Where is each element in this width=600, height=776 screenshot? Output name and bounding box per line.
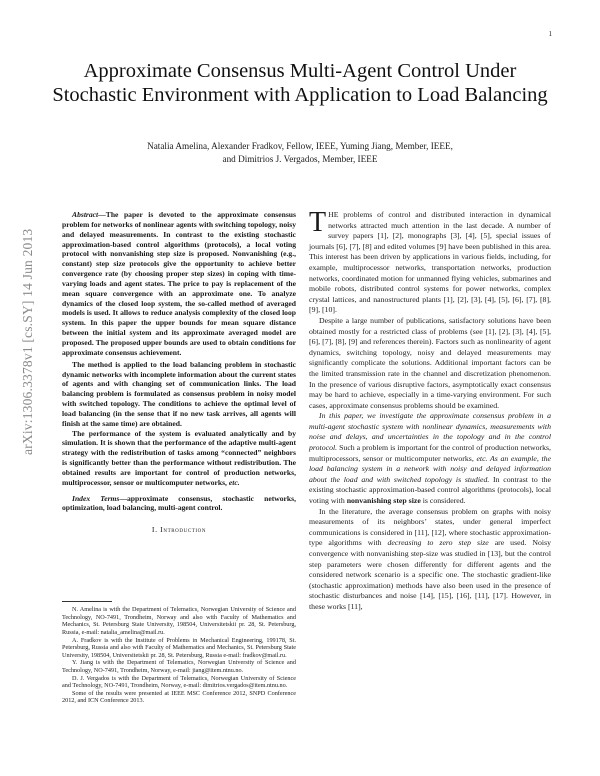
abstract-paragraph-2: The method is applied to the load balancing problem in stochastic dynamic networks with incomplete information about the current states of agents and with changing set of communication links. The load balancing problem is formulated as consensus problem in noisy model with switched topology. The conditions to achieve the optimal level of load balancing (in the sense that if no new task arrives, all agents will finish at the same time) are obtained.	[62, 359, 296, 428]
intro-italic-step: decreasing to zero step size	[387, 538, 489, 548]
intro-text-4a: In the literature, the average consensus problem on graphs with noisy measurements of its neighbors’ states, under general imperfect communications is considered in [11], [12], where stochastic approximation-type algorithms with	[309, 506, 551, 548]
intro-text-4b: are used. Noisy convergence with nonvanishing step-size was studied in [13], but the control step parameters were chosen differently for different agents and the considered network scenario is a specific one. The stochastic gradient-like (stochastic approximation) methods have also been used in the presence of stochastic disturbances and noise [14], [15], [16], [11], [17]. However, in these works [11],	[309, 538, 551, 611]
footnote-amelina: N. Amelina is with the Department of Telematics, Norwegian University of Science and Technology, NO-7491, Trondheim, Norway and also with Faculty of Mathematics and Mechanics, St. Petersburg State University, 198504, Universitetskii pr. 28, St. Petersburg, Russia, e-mail: natalia_amelina@mail.ru.	[62, 606, 296, 636]
index-terms-lead: Index Terms	[72, 493, 120, 503]
abstract-paragraph-1	[62, 210, 296, 358]
intro-bold-term: nonvanishing step size	[346, 496, 421, 506]
right-column	[309, 207, 551, 613]
index-terms-text: —approximate consensus, stochastic networks, optimization, load balancing, multi-agent control.	[62, 493, 296, 513]
abstract-etc: etc.	[228, 477, 240, 487]
intro-example: As an example, the load balancing system in a network with noisy and delayed information about the load and with switched topology is studied.	[309, 453, 551, 484]
drop-cap: T	[309, 207, 327, 238]
abstract-text-3: The performance of the system is evaluated analytically and by simulation. It is shown that the performance of the adaptive multi-agent strategy with the redistribution of tasks among “connected” neighbors is significantly better than the performance without redistribution. The obtained results are important for control of production networks, multiprocessor, sensor or multicomputer networks,	[62, 428, 296, 487]
intro-paragraph-1	[309, 207, 551, 316]
left-column	[62, 210, 296, 705]
footnote-rule	[62, 601, 112, 602]
abstract-lead: Abstract	[72, 210, 99, 219]
intro-paragraph-3	[309, 411, 551, 506]
paper-title: Approximate Consensus Multi-Agent Control Under Stochastic Environment with Application to Load Balancing	[52, 60, 548, 106]
intro-text-3c: is considered.	[420, 496, 466, 506]
author-block	[60, 140, 540, 165]
arxiv-stamp: arXiv:1306.3378v1 [cs.SY] 14 Jun 2013	[20, 228, 35, 455]
intro-etc: etc.	[476, 453, 488, 463]
footnote-fradkov: A. Fradkov is with the Institute of Problems in Mechanical Engineering, 199178, St. Petersburg, Russia and also with Faculty of Mathematics and Mechanics, St. Petersburg State University, 198504, Universitetskii pr. 28, St. Petersburg, Russia e-mail: fradkov@mail.ru.	[62, 636, 296, 659]
intro-text-3a: Such a problem is important for the control of production networks, multiprocessors, sensor or multicomputer networks,	[309, 443, 551, 463]
intro-text-3b: In contrast to the existing stochastic approximation-based control algorithms (protocols), local voting with	[309, 474, 551, 506]
intro-contribution: In this paper, we investigate the approximate consensus problem in a multi-agent stochastic system with nonlinear dynamics, measurements with noise and delays, and uncertainties in the topology and in the control protocol.	[309, 411, 551, 453]
intro-text-1: HE problems of control and distributed interaction in dynamical networks attracted much attention in the last decade. A number of survey papers [1], [2], monographs [3], [4], [5], special issues of journals [6], [7], [8] and edited volumes [9] have been published in this area. This interest has been driven by applications in various fields, including, for example, multiprocessor networks, transportation networks, production networks, coordinated motion for unmanned flying vehicles, submarines and mobile robots, distributed control systems for power networks, complex crystal lattices, and nanostructured plants [1], [2], [3], [4], [5], [6], [7], [8], [9], [10].	[309, 210, 551, 315]
intro-paragraph-4	[309, 507, 551, 613]
index-terms	[62, 494, 296, 514]
section-heading-introduction: I. Introduction	[151, 525, 207, 535]
authors-line-2: and Dimitrios J. Vergados, Member, IEEE	[222, 153, 378, 164]
footnote-vergados: D. J. Vergados is with the Department of Telematics, Norwegian University of Science and Technology, NO-7491, Trondheim, Norway, e-mail: dimitrios.vergados@item.ntnu.no.	[62, 674, 296, 690]
page-number: 1	[548, 30, 552, 38]
authors-line-1: Natalia Amelina, Alexander Fradkov, Fellow, IEEE, Yuming Jiang, Member, IEEE,	[147, 141, 453, 151]
column-spacer	[62, 543, 296, 601]
footnote-jiang: Y. Jiang is with the Department of Telematics, Norwegian University of Science and Technology, NO-7491, Trondheim, Norway, e-mail: jiang@item.ntnu.no.	[62, 659, 296, 674]
abstract-paragraph-3	[62, 429, 296, 488]
abstract-text-1: —The paper is devoted to the approximate consensus problem for networks of nonlinear agents with switching topology, noisy and delayed measurements. In contrast to the existing stochastic approximation-based control algorithms (protocols), a local voting protocol with nonvanishing step size is proposed. Nonvanishing (e.g., constant) step size protocols give the opportunity to achieve better convergence rate (by choosing proper step sizes) in coping with time-varying loads and agent states. The price to pay is replacement of the mean square convergence with an approximate one. To analyze dynamics of the closed loop system, the so-called method of averaged models is used. It allows to reduce analysis complexity of the closed loop system. In this paper the upper bounds for mean square distance between the initial system and its approximate averaged model are proposed. The proposed upper bounds are used to obtain conditions for approximate consensus achievement.	[62, 210, 296, 357]
footnote-conferences: Some of the results were presented at IEEE MSC Conference 2012, SNPD Conference 2012, and ICN Conference 2013.	[62, 689, 296, 705]
intro-paragraph-2: Despite a large number of publications, satisfactory solutions have been obtained mostly for a restricted class of problems (see [1], [2], [3], [4], [5], [6], [7], [8], [9] and references therein). Factors such as nonlinearity of agent dynamics, switching topology, noisy and delayed measurements may significantly complicate the solutions. Additional important factors can be the limited transmission rate in the channel and discretization phenomenon. In the presence of various disruptive factors, asymptotically exact consensus may be hard to achieve, especially in a time-varying environment. For such cases, approximate consensus problems should be examined.	[309, 315, 551, 410]
